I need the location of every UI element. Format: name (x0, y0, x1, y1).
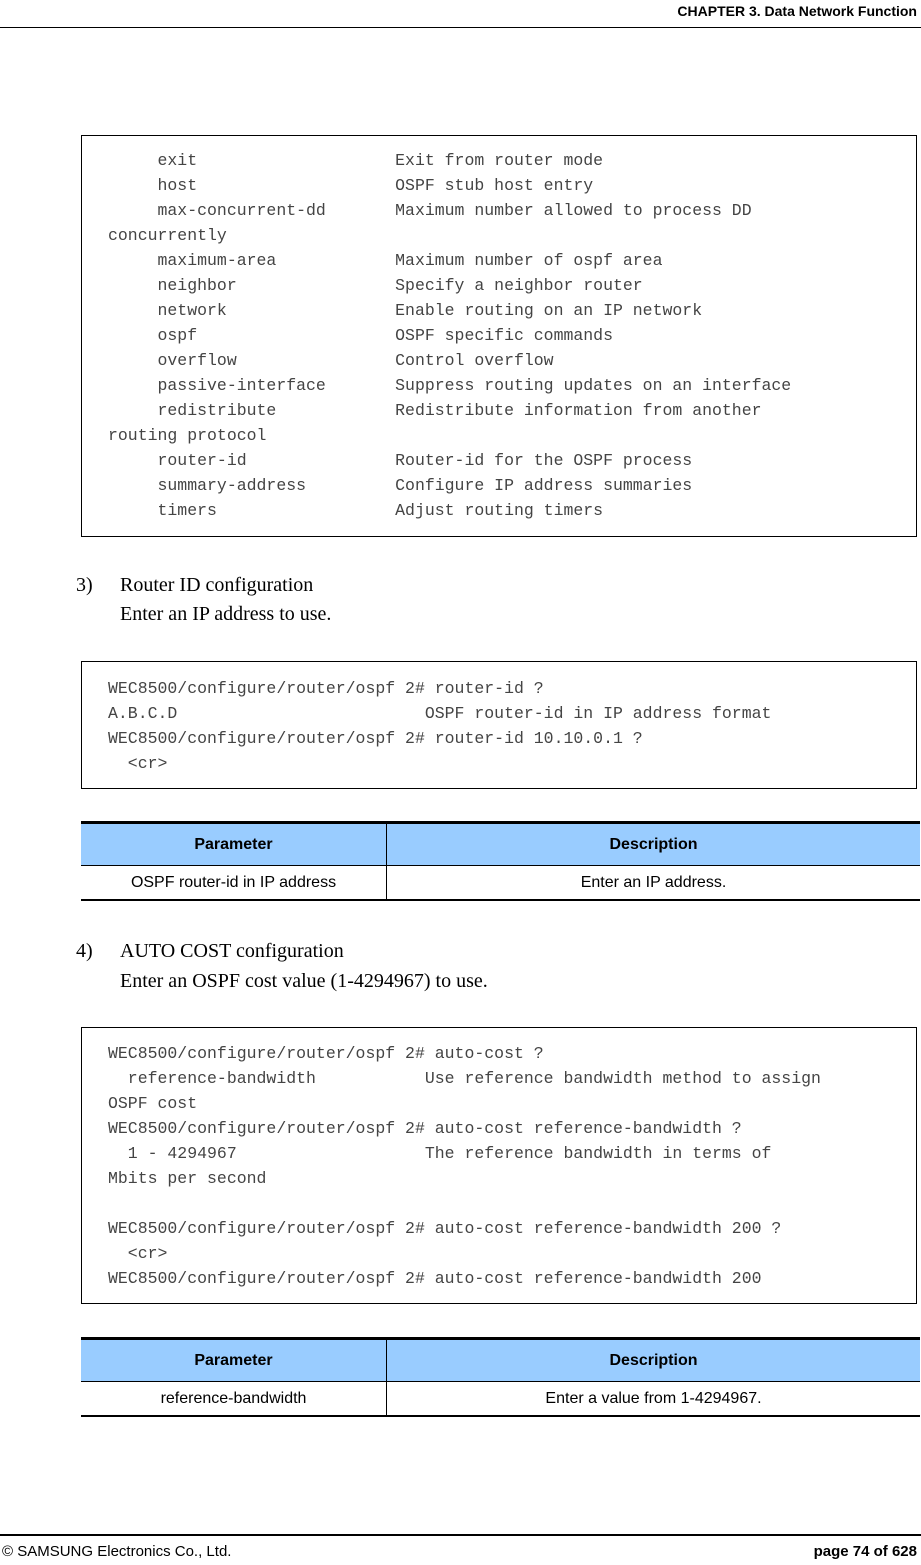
code-line: maximum-area Maximum number of ospf area (108, 251, 663, 270)
code-block-router-commands (81, 135, 917, 537)
code-line: concurrently (108, 226, 227, 245)
section-description: Enter an OSPF cost value (1-4294967) to use. (120, 970, 488, 992)
code-line: WEC8500/configure/router/ospf 2# router-id 10.10.0.1 ? (108, 729, 643, 748)
code-line: passive-interface Suppress routing updates on an interface (108, 376, 792, 395)
code-line: network Enable routing on an IP network (108, 301, 703, 320)
code-block-auto-cost (81, 1027, 917, 1304)
code-line: timers Adjust routing timers (108, 501, 604, 520)
copyright: © SAMSUNG Electronics Co., Ltd. (2, 1543, 232, 1560)
code-line: neighbor Specify a neighbor router (108, 276, 643, 295)
code-line: WEC8500/configure/router/ospf 2# auto-cost reference-bandwidth ? (108, 1119, 742, 1138)
code-line: <cr> (108, 1244, 168, 1263)
parameter-table-auto-cost (81, 1337, 920, 1417)
code-line: routing protocol (108, 426, 267, 445)
code-line: overflow Control overflow (108, 351, 554, 370)
code-line: A.B.C.D OSPF router-id in IP address format (108, 704, 772, 723)
code-line: WEC8500/configure/router/ospf 2# router-id ? (108, 679, 544, 698)
code-line: WEC8500/configure/router/ospf 2# auto-cost ? (108, 1044, 544, 1063)
footer-divider (0, 1534, 921, 1536)
parameter-cell: reference-bandwidth (81, 1382, 387, 1417)
column-header-parameter: Parameter (81, 1339, 387, 1382)
code-line: router-id Router-id for the OSPF process (108, 451, 693, 470)
code-line: OSPF cost (108, 1094, 198, 1113)
code-line: reference-bandwidth Use reference bandwidth method to assign (108, 1069, 821, 1088)
page-number: page 74 of 628 (813, 1543, 917, 1560)
column-header-description: Description (387, 823, 921, 866)
header-divider (0, 27, 921, 28)
code-line: ospf OSPF specific commands (108, 326, 613, 345)
parameter-cell: OSPF router-id in IP address (81, 866, 387, 901)
code-line: exit Exit from router mode (108, 151, 604, 170)
table-header-row (81, 1339, 920, 1382)
section-title: AUTO COST configuration (120, 940, 344, 962)
code-line: Mbits per second (108, 1169, 267, 1188)
column-header-description: Description (387, 1339, 921, 1382)
code-line: 1 - 4294967 The reference bandwidth in terms of (108, 1144, 772, 1163)
column-header-parameter: Parameter (81, 823, 387, 866)
parameter-table-router-id (81, 821, 920, 901)
code-block-router-id (81, 661, 917, 789)
chapter-title: CHAPTER 3. Data Network Function (677, 3, 917, 19)
code-line: WEC8500/configure/router/ospf 2# auto-cost reference-bandwidth 200 (108, 1269, 762, 1288)
table-header-row (81, 823, 920, 866)
code-line: summary-address Configure IP address summaries (108, 476, 693, 495)
description-cell: Enter a value from 1-4294967. (387, 1382, 921, 1417)
code-line: <cr> (108, 754, 168, 773)
code-line: redistribute Redistribute information from another (108, 401, 762, 420)
section-title: Router ID configuration (120, 574, 314, 596)
table-row (81, 866, 920, 901)
code-line: host OSPF stub host entry (108, 176, 594, 195)
description-cell: Enter an IP address. (387, 866, 921, 901)
code-line: max-concurrent-dd Maximum number allowed to process DD (108, 201, 752, 220)
code-line: WEC8500/configure/router/ospf 2# auto-cost reference-bandwidth 200 ? (108, 1219, 782, 1238)
section-description: Enter an IP address to use. (120, 603, 332, 625)
step-number: 3) (76, 574, 93, 596)
table-row (81, 1382, 920, 1417)
step-number: 4) (76, 940, 93, 962)
